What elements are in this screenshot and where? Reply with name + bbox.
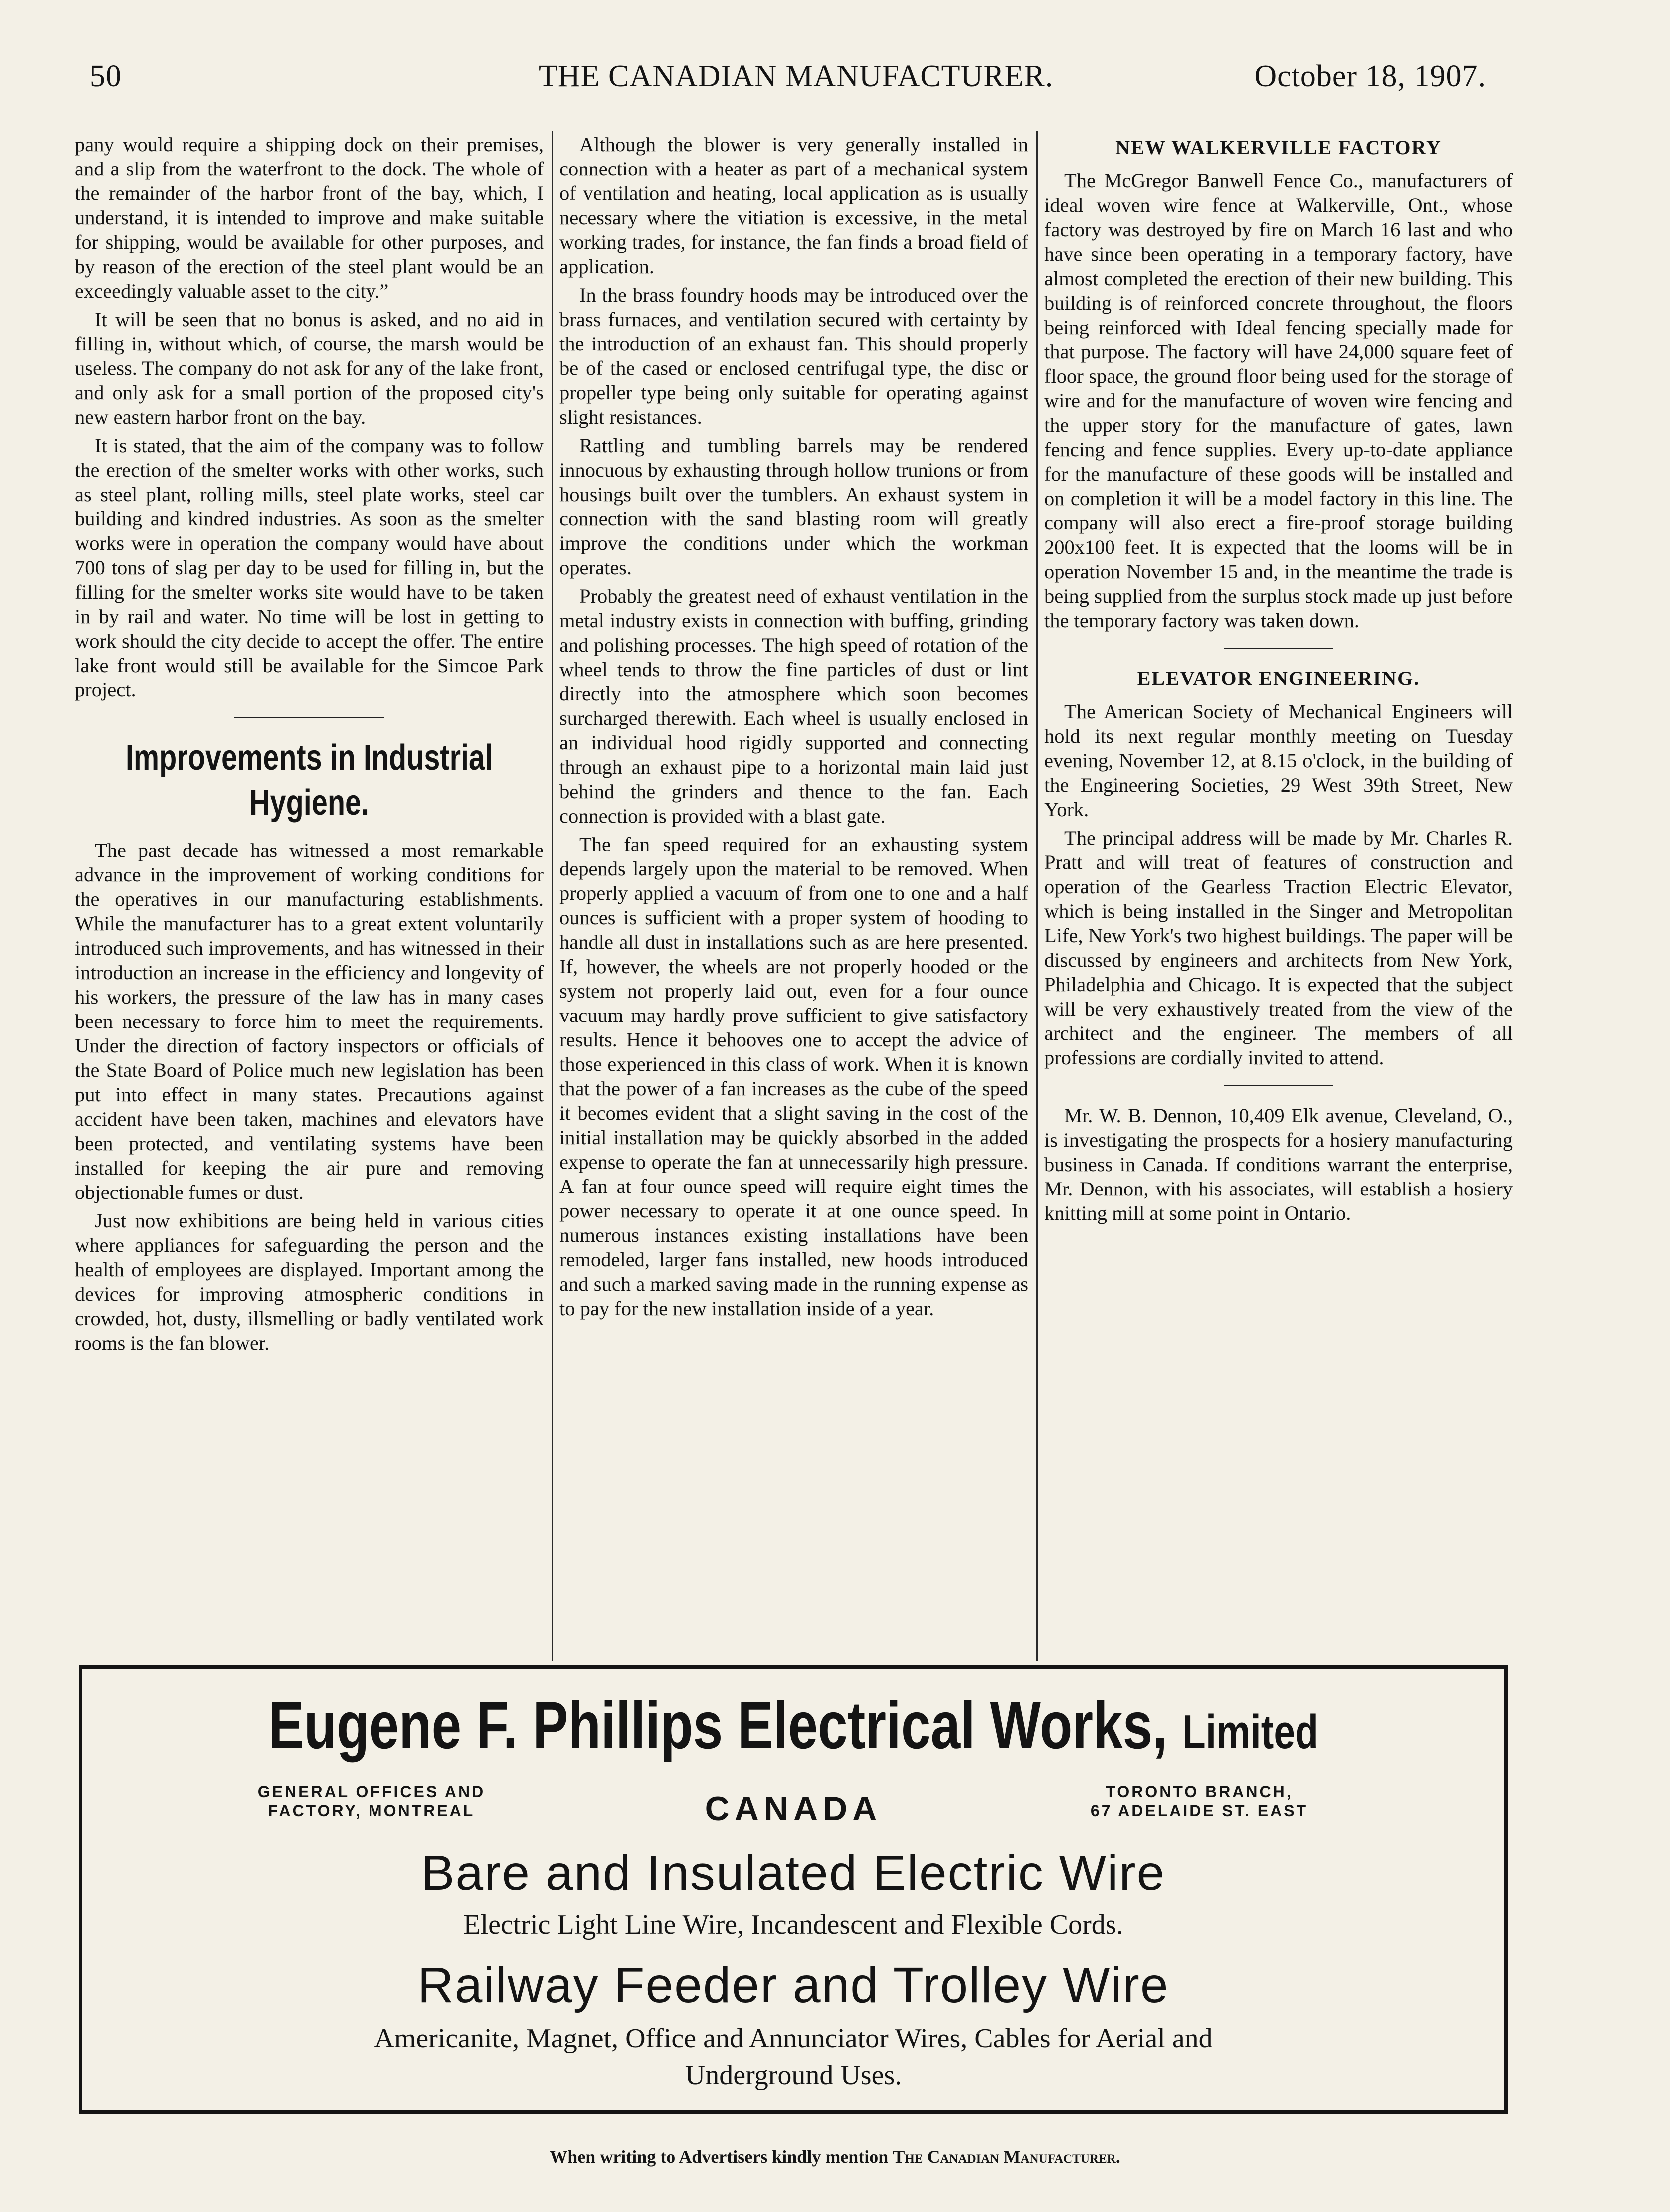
paragraph: pany would require a shipping dock on their premises, and a slip from the waterfront to the dock. The whole of the remainder of the harbor front of the bay, which, I understand, it is intended to improve and make suitable for shipping, would be available for other purposes, and by reason of the erection of the steel plant would be an exceedingly valuable asset to the city.” (75, 133, 544, 302)
ad-product-line: Railway Feeder and Trolley Wire (417, 1957, 1169, 2013)
issue-date: October 18, 1907. (1254, 59, 1486, 93)
column-left (75, 132, 544, 1359)
paragraph: The fan speed required for an exhausting system depends largely upon the material to be removed. When properly applied a vacuum of from one to one and a half ounces is sufficient with a proper system of hooding to handle all dust in installations such as are here presented. If, however, the wheels are not properly hooded or the system not properly laid out, even for a four ounce vacuum may hardly prove sufficient to give satisfactory results. Hence it behooves one to accept the advice of those experienced in this class of work. When it is known that the power of a fan increases as the cube of the speed it becomes evident that a slight saving in the cost of the initial installation may be quickly absorbed in the added expense to operate the fan at unnecessarily high pressure. A fan at four ounce speed will require eight times the power necessary to operate it at one ounce speed. In numerous instances existing installations have been remodeled, larger fans installed, new hoods introduced and such a marked saving made in the running expense as to pay for the new installation inside of a year. (559, 833, 1028, 1320)
ad-product-detail: Underground Uses. (685, 2060, 902, 2091)
paragraph: Rattling and tumbling barrels may be rendered innocuous by exhausting through hollow trunions or from housings built over the tumblers. An exhaust system in connection with the sand blasting room will greatly improve the conditions under which the workman operates. (559, 434, 1028, 579)
paragraph: The McGregor Banwell Fence Co., manufacturers of ideal woven wire fence at Walkerville, Ont., whose factory was destroyed by fire on March 16 last and who have since been operating in a temporary factory, have almost completed the erection of their new building. This building is of reinforced concrete throughout, the floors being reinforced with Ideal fencing specially made for that purpose. The factory will have 24,000 square feet of floor space, the ground floor being used for the storage of wire and for the manufacture of woven wire fencing and the upper story for the manufacture of gates, lawn fencing and fence supplies. Every up-to-date appliance for the manufacture of these goods will be installed and on completion it will be a model factory in this line. The company will also erect a fire-proof storage building 200x100 feet. It is expected that the looms will be in operation November 15 and, in the meantime the trade is being supplied from the surplus stock made up just before the temporary factory was taken down. (1044, 170, 1513, 632)
ad-company-name (224, 1689, 1362, 1770)
page-footer (0, 2146, 1670, 2167)
paragraph: The principal address will be made by Mr. Charles R. Pratt and will treat of features of construction and operation of the Gearless Traction Electric Elevator, which is being installed in the Singer and Metropolitan Life, New York's two highest buildings. The paper will be discussed by engineers and architects from New York, Philadelphia and Chicago. It is expected that the subject will be very exhaustively treated from the view of the architect and the engineer. The members of all professions are cordially invited to attend. (1044, 827, 1513, 1069)
paragraph: It will be seen that no bonus is asked, and no aid in filling in, without which, of course, the marsh would be useless. The company do not ask for any of the lake front, and only ask for a small portion of the proposed city's new eastern harbor front on the bay. (75, 308, 544, 428)
paragraph: It is stated, that the aim of the company was to follow the erection of the smelter works with other works, such as steel plant, rolling mills, steel plate works, steel car building and kindred industries. As soon as the smelter works were in operation the company would have about 700 tons of slag per day to be used for filling in, but the filling for the smelter works site would have to be taken in by rail and water. No time will be lost in getting to work should the city decide to accept the offer. The entire lake front would still be available for the Simcoe Park project. (75, 434, 544, 701)
ad-branch-office: TORONTO BRANCH, 67 ADELAIDE ST. EAST (1090, 1783, 1308, 1820)
paragraph: The past decade has witnessed a most remarkable advance in the improvement of working conditions for the operatives in our manufacturing establishments. While the manufacturer has to a great extent voluntarily introduced such improvements, and has witnessed in their introduction an increase in the efficiency and longevity of his workers, the pressure of the law has in many cases been necessary to force him to meet the requirements. Under the direction of factory inspectors or officials of the State Board of Police much new legislation has been put into effect in many states. Precautions against accident have been taken, machines and elevators have been protected, and ventilating systems have been installed for keeping the air pure and removing objectionable fumes or dust. (75, 839, 544, 1203)
ad-product-detail: Americanite, Magnet, Office and Annunciator Wires, Cables for Aerial and (374, 2023, 1213, 2054)
publication-title: THE CANADIAN MANUFACTURER. (539, 59, 1054, 93)
paragraph: Probably the greatest need of exhaust ventilation in the metal industry exists in connection with buffing, grinding and polishing processes. The high speed of rotation of the wheel tends to throw the fine particles of dust or lint directly into the atmosphere which soon becomes surcharged therewith. Each wheel is usually enclosed in an individual hood rigidly supported and connecting through an exhaust pipe to a horizontal main laid just behind the grinders and thence to the fan. Each connection is provided with a blast gate. (559, 585, 1028, 827)
ad-product-line: Bare and Insulated Electric Wire (421, 1845, 1166, 1901)
ad-head-office: GENERAL OFFICES AND FACTORY, MONTREAL (257, 1783, 486, 1820)
footer-publication: The Canadian Manufacturer. (893, 2147, 1120, 2167)
ad-company-title: Eugene F. Phillips Electrical Works, (268, 1689, 1168, 1763)
footer-text: When writing to Advertisers kindly mention (550, 2147, 889, 2167)
page-header (90, 59, 1486, 104)
column-middle (559, 132, 1028, 1325)
page-number: 50 (90, 59, 122, 93)
notice-paragraph: Mr. W. B. Dennon, 10,409 Elk avenue, Cleveland, O., is investigating the prospects for a hosiery manufacturing business in Canada. If conditions warrant the enterprise, Mr. Dennon, with his associates, will establish a hosiery knitting mill at some point in Ontario. (1044, 1104, 1513, 1224)
paragraph: Although the blower is very generally installed in connection with a heater as part of a mechanical system of ventilation and heating, local application as is usually necessary where the vitiation is excessive, in the metal working trades, for instance, the fan finds a broad field of application. (559, 133, 1028, 278)
section-heading: ELEVATOR ENGINEERING. (1137, 667, 1420, 689)
paragraph: In the brass foundry hoods may be introduced over the brass furnaces, and ventilation secured with certainty by the introduction of an exhaust fan. This should properly be of the cased or enclosed centrifugal type, the disc or propeller type being only suitable for operating against slight resistances. (559, 284, 1028, 428)
article-headline: Improvements in Industrial Hygiene. (125, 738, 493, 823)
section-rule (1224, 648, 1333, 649)
ad-country: CANADA (705, 1790, 882, 1828)
ad-product-detail: Electric Light Line Wire, Incandescent and Flexible Cords. (463, 1909, 1123, 1940)
ad-company-limited: Limited (1182, 1705, 1318, 1759)
section-heading: NEW WALKERVILLE FACTORY (1115, 136, 1442, 159)
section-rule (1224, 1085, 1333, 1086)
section-rule (234, 717, 384, 718)
paragraph: The American Society of Mechanical Engineers will hold its next regular monthly meeting on Tuesday evening, November 12, at 8.15 o'clock, in the building of the Engineering Societies, 29 West 39th Street, New York. (1044, 700, 1513, 821)
column-right (1044, 132, 1513, 1229)
column-divider (552, 131, 553, 1661)
paragraph: Just now exhibitions are being held in various cities where appliances for safeguarding the person and the health of employees are displayed. Important among the devices for improving atmospheric conditions in crowded, hot, dusty, illsmelling or badly ventilated work rooms is the fan blower. (75, 1209, 544, 1354)
column-divider (1036, 131, 1038, 1661)
advertisement-box (79, 1665, 1508, 2114)
